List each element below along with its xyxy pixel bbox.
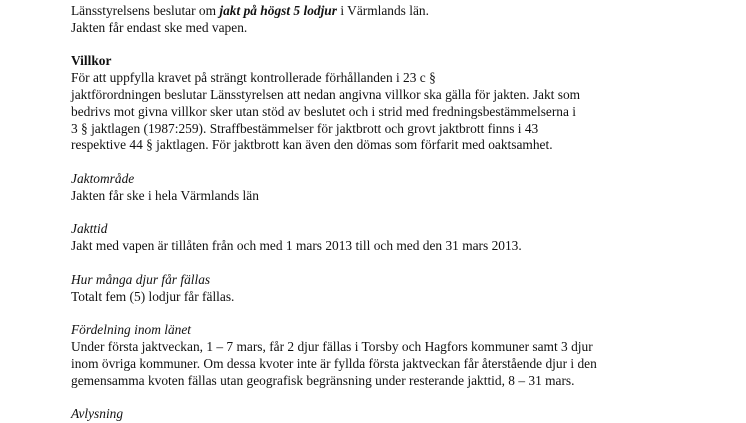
fordelning-line: Under första jaktveckan, 1 – 7 mars, får 2 djur fällas i Torsby och Hagfors kommuner samt 3 djur xyxy=(71,338,593,354)
villkor-line: För att uppfylla kravet på strängt kontrollerade förhållanden i 23 c § xyxy=(71,70,436,86)
intro-line-1-before: Länsstyrelsens beslutar om xyxy=(71,3,220,18)
spacer xyxy=(71,255,671,272)
jaktomrade-heading: Jaktområde xyxy=(71,170,135,186)
jakttid-heading: Jakttid xyxy=(71,221,108,237)
document-page xyxy=(71,3,671,423)
villkor-line: jaktförordningen beslutar Länsstyrelsen att nedan angivna villkor ska gälla för jakten. Jakt som xyxy=(71,86,581,102)
spacer xyxy=(71,389,671,406)
fordelning-line: inom övriga kommuner. Om dessa kvoter inte är fyllda första jaktveckan får återstående djur i den xyxy=(71,355,597,371)
spacer xyxy=(71,154,671,171)
intro-line-1-after: i Värmlands län. xyxy=(336,3,429,18)
antal-djur-heading: Hur många djur får fällas xyxy=(71,271,211,287)
antal-djur-text: Totalt fem (5) lodjur får fällas. xyxy=(71,288,235,304)
intro-line-2: Jakten får endast ske med vapen. xyxy=(71,19,248,35)
fordelning-line: gemensamma kvoten fällas utan geografisk begränsning under resterande jakttid, 8 – 31 mars. xyxy=(71,372,575,388)
avlysning-heading: Avlysning xyxy=(71,406,124,422)
intro-line-1 xyxy=(71,3,671,20)
villkor-heading: Villkor xyxy=(71,53,112,69)
fordelning-heading: Fördelning inom länet xyxy=(71,322,192,338)
spacer xyxy=(71,205,671,222)
spacer xyxy=(71,305,671,322)
villkor-line: respektive 44 § jaktlagen. För jaktbrott kan även den dömas som förfarit med oaktsamhet. xyxy=(71,137,553,153)
villkor-line: 3 § jaktlagen (1987:259). Straffbestämmelser för jaktbrott och grovt jaktbrott finns i 43 xyxy=(71,120,539,136)
spacer xyxy=(71,37,671,54)
jakttid-text: Jakt med vapen är tillåten från och med 1 mars 2013 till och med den 31 mars 2013. xyxy=(71,238,522,254)
jaktomrade-text: Jakten får ske i hela Värmlands län xyxy=(71,187,259,203)
intro-line-1-emphasis: jakt på högst 5 lodjur xyxy=(219,3,337,18)
villkor-line: bedrivs mot givna villkor sker utan stöd av beslutet och i strid med fredningsbestämmelserna i xyxy=(71,103,577,119)
